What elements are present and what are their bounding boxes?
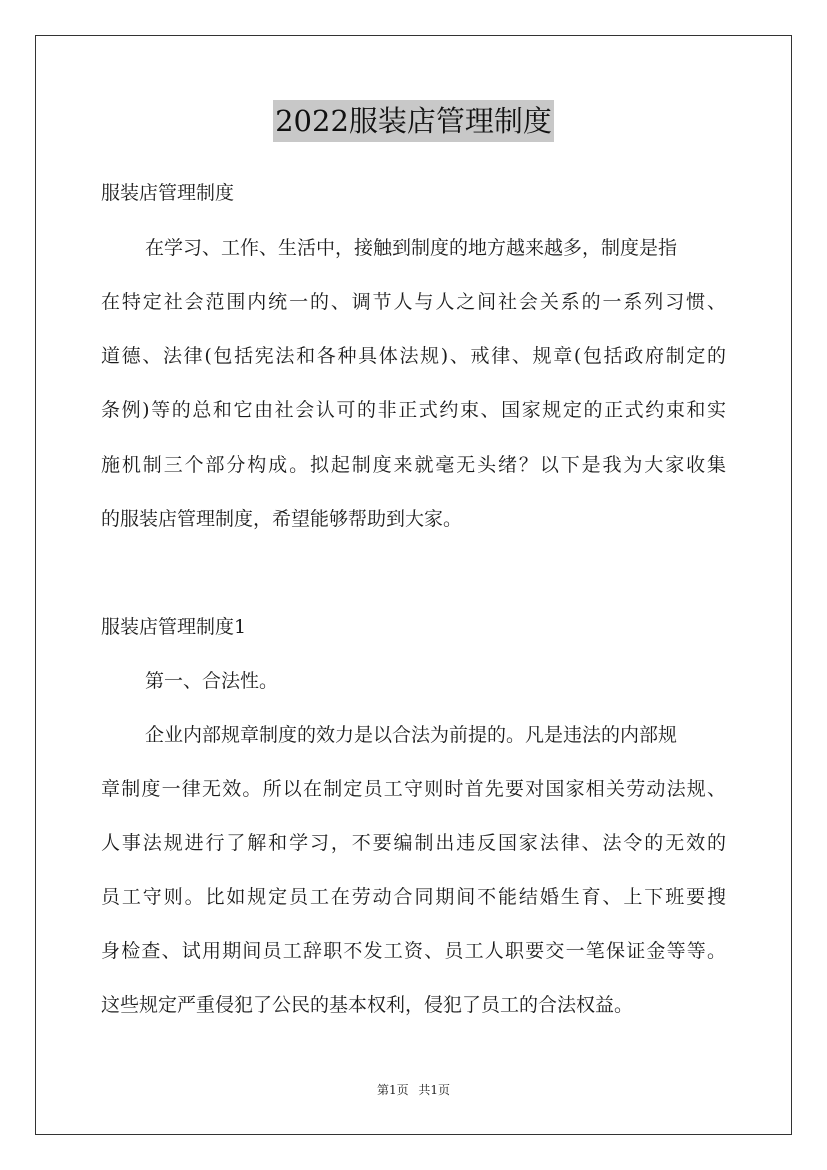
page-total: 共1页 xyxy=(418,1083,451,1097)
body-line: 企业内部规章制度的效力是以合法为前提的。凡是违法的内部规 xyxy=(145,724,678,746)
intro-line: 条例)等的总和它由社会认可的非正式约束、国家规定的正式约束和实 xyxy=(101,399,726,421)
body-line: 员工守则。比如规定员工在劳动合同期间不能结婚生育、上下班要搜 xyxy=(101,886,726,908)
body-line: 章制度一律无效。所以在制定员工守则时首先要对国家相关劳动法规、 xyxy=(101,778,726,800)
intro-line: 施机制三个部分构成。拟起制度来就毫无头绪？以下是我为大家收集 xyxy=(101,454,726,476)
intro-line: 在特定社会范围内统一的、调节人与人之间社会关系的一系列习惯、 xyxy=(101,291,726,313)
page-current: 第1页 xyxy=(376,1083,409,1097)
section-heading: 服装店管理制度1 xyxy=(101,616,247,638)
document-title: 2022服装店管理制度 xyxy=(273,100,554,142)
body-line: 人事法规进行了解和学习，不要编制出违反国家法律、法令的无效的 xyxy=(101,832,726,854)
intro-line: 在学习、工作、生活中，接触到制度的地方越来越多，制度是指 xyxy=(145,237,678,259)
intro-line: 道德、法律(包括宪法和各种具体法规)、戒律、规章(包括政府制定的 xyxy=(101,345,726,367)
section-item: 第一、合法性。 xyxy=(145,670,279,692)
body-line: 这些规定严重侵犯了公民的基本权利，侵犯了员工的合法权益。 xyxy=(101,994,634,1016)
intro-heading: 服装店管理制度 xyxy=(101,182,235,204)
title-container xyxy=(0,100,827,142)
page-footer xyxy=(0,1082,827,1098)
body-line: 身检查、试用期间员工辞职不发工资、员工人职要交一笔保证金等等。 xyxy=(101,940,726,962)
intro-line: 的服装店管理制度，希望能够帮助到大家。 xyxy=(101,508,463,530)
